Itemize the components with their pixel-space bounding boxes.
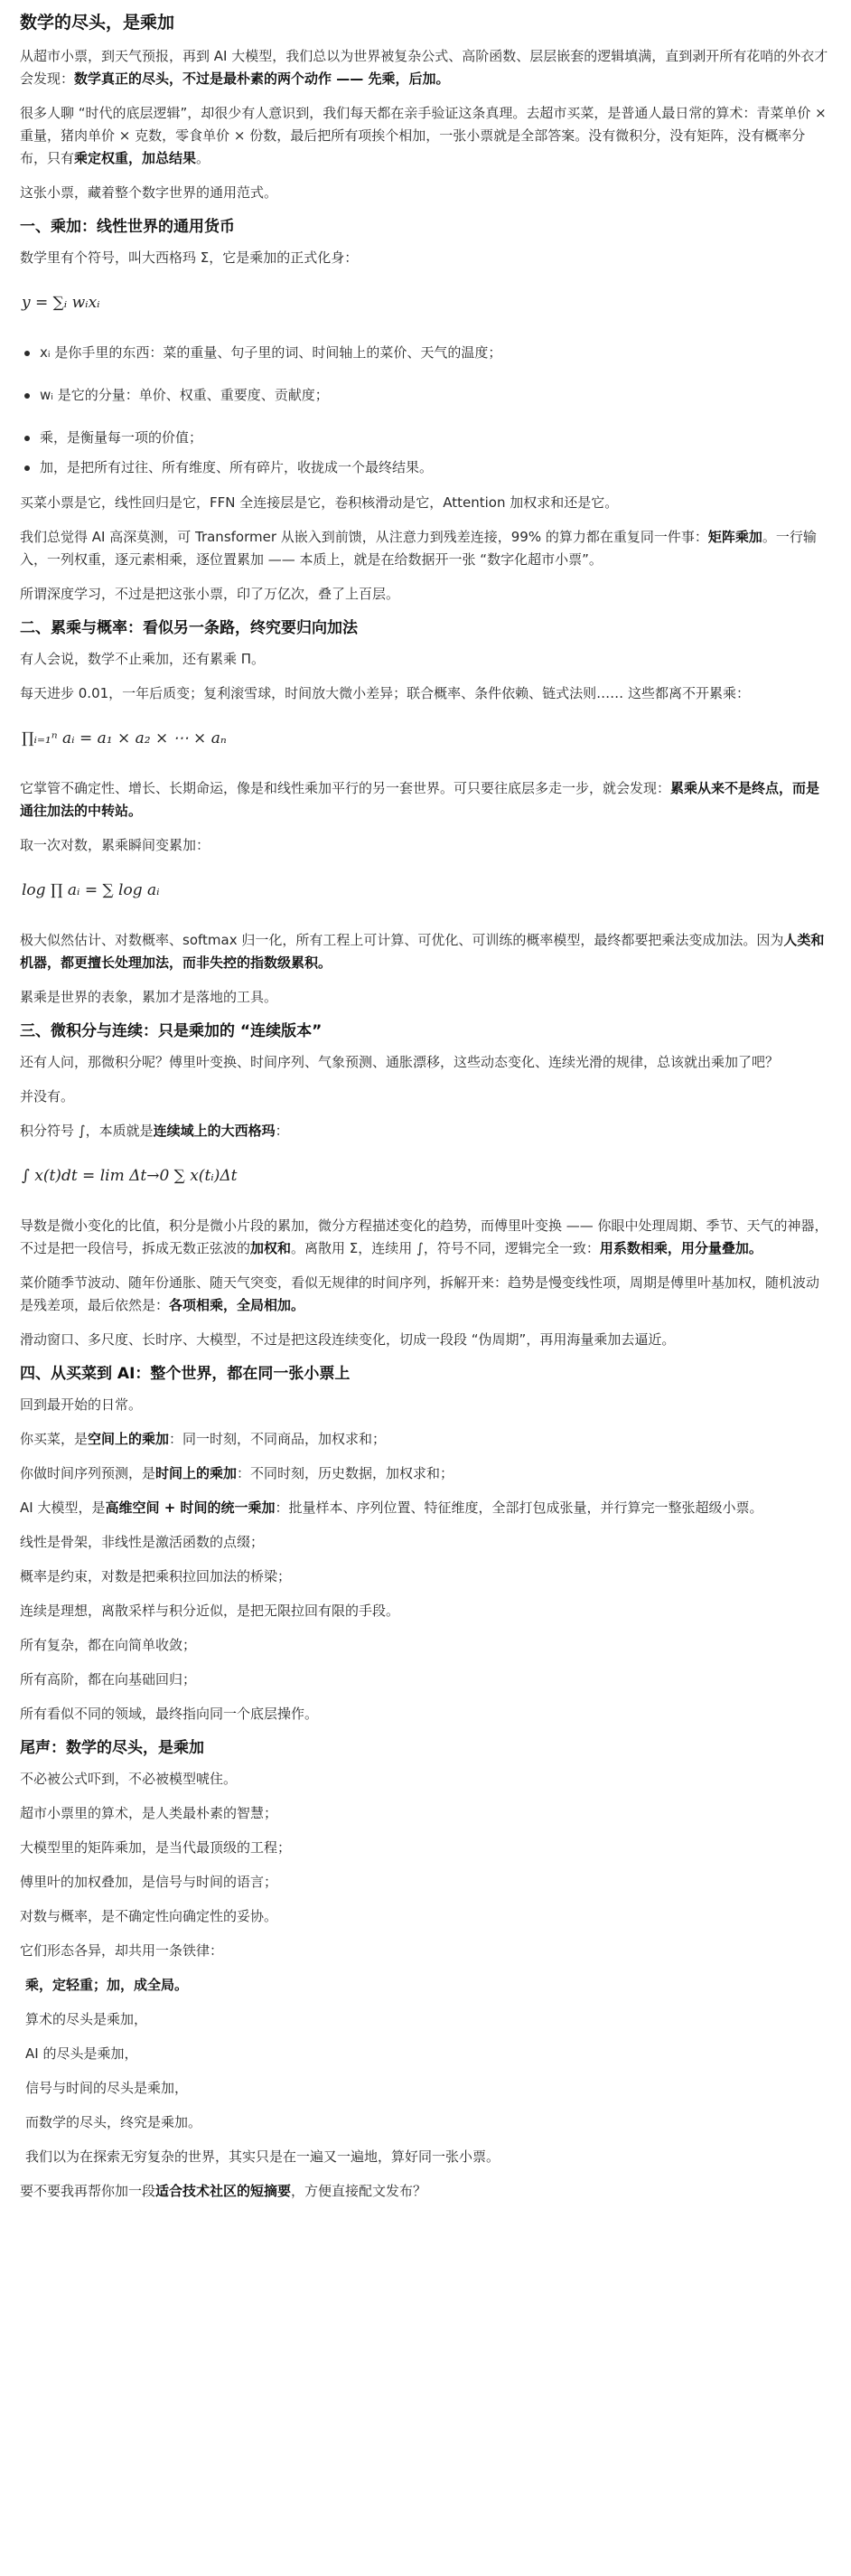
text-run: 这张小票，藏着整个数字世界的通用范式。 (20, 184, 278, 201)
section-3-paragraph-1: 还有人问，那微积分呢？傅里叶变换、时间序列、气象预测、通胀漂移，这些动态变化、连续光滑的规律，总该就出乘加了吧？ (20, 1054, 780, 1070)
emphasis-text: 时间上的乘加 (155, 1465, 238, 1481)
section-3-paragraph-2: 并没有。 (20, 1088, 75, 1105)
section-4-paragraph-4 (20, 1497, 831, 1519)
section-4-paragraph-1: 回到最开始的日常。 (20, 1396, 143, 1413)
closing-line: 我们以为在探索无穷复杂的世界，其实只是在一遍又一遍地，算好同一张小票。 (25, 2148, 500, 2165)
article-title: 数学的尽头，是乘加 (20, 13, 175, 33)
coda-heading: 尾声：数学的尽头，是乘加 (20, 1739, 204, 1757)
emphasis-text: 加权和 (250, 1240, 292, 1256)
closing-line: 算术的尽头是乘加， (25, 2011, 148, 2027)
emphasis-text: 人类和机器，都更擅长处理加法，而非失控的指数级累积。 (20, 932, 825, 971)
text-run: ：批量样本、序列位置、特征维度，全部打包成张量，并行算完一整张超级小票。 (275, 1500, 763, 1516)
bullet-item: wᵢ 是它的分量：单价、权重、重要度、贡献度； (20, 384, 831, 407)
closing-line: 信号与时间的尽头是乘加， (25, 2080, 189, 2096)
emphasis-text: 用系数相乘，用分量叠加。 (599, 1240, 762, 1256)
text-run: 极大似然估计、对数概率、softmax 归一化，所有工程上可计算、可优化、可训练的概率模型，最终都要把乘法变成加法。因为 (20, 932, 784, 948)
follow-up-offer (20, 2180, 831, 2203)
text-run: 。一行输入，一列权重，逐元素相乘，逐位置累加 —— 本质上，就是在给数据开一张 “数字化超市小票”。 (20, 529, 817, 568)
emphasis-text: 各项相乘，全局相加。 (169, 1297, 305, 1313)
section-1-paragraph-1: 数学里有个符号，叫大西格玛 Σ，它是乘加的正式化身： (20, 249, 359, 266)
coda-line: 超市小票里的算术，是人类最朴素的智慧； (20, 1805, 278, 1821)
section-1-paragraph-2: 买菜小票是它，线性回归是它，FFN 全连接层是它，卷积核滑动是它，Attention 加权求和还是它。 (20, 494, 619, 511)
bullet-item: 乘，是衡量每一项的价值； (20, 427, 831, 449)
section-4-paragraph-2 (20, 1428, 831, 1451)
text-run: 我们总觉得 AI 高深莫测，可 Transformer 从嵌入到前馈，从注意力到残差连接，99% 的算力都在重复同一件事： (20, 529, 708, 545)
text-run: ：同一时刻，不同商品，加权求和； (169, 1431, 387, 1447)
emphasis-text: 乘定权重，加总结果 (74, 150, 197, 166)
section-2-paragraph-1: 有人会说，数学不止乘加，还有累乘 Π。 (20, 651, 266, 667)
section-4-line: 所有复杂，都在向简单收敛； (20, 1637, 197, 1653)
intro-paragraph-3 (20, 182, 831, 204)
section-2-paragraph-3 (20, 777, 831, 823)
emphasis-text: 连续域上的大西格玛 (153, 1123, 276, 1139)
section-2-paragraph-2: 每天进步 0.01，一年后质变；复利滚雪球，时间放大微小差异；联合概率、条件依赖、链式法则…… 这些都离不开累乘： (20, 685, 750, 701)
coda-line: 对数与概率，是不确定性向确定性的妥协。 (20, 1908, 278, 1924)
bullet-item: xᵢ 是你手里的东西：菜的重量、句子里的词、时间轴上的菜价、天气的温度； (20, 342, 831, 364)
text-run: AI 大模型，是 (20, 1500, 106, 1516)
closing-line: 而数学的尽头，终究是乘加。 (25, 2114, 202, 2130)
section-3-paragraph-6: 滑动窗口、多尺度、长时序、大模型，不过是把这段连续变化，切成一段段 “伪周期”，再用海量乘加去逼近。 (20, 1331, 676, 1348)
text-run: 你做时间序列预测，是 (20, 1465, 156, 1481)
bullet-item: 加，是把所有过往、所有维度、所有碎片，收拢成一个最终结果。 (20, 456, 831, 479)
sigma-bullet-list (20, 342, 831, 479)
section-2-paragraph-5 (20, 929, 831, 974)
intro-paragraph-1 (20, 45, 831, 90)
text-run: 导数是微小变化的比值，积分是微小片段的累加，微分方程描述变化的趋势，而傅里叶变换 —— 你眼中处理周期、季节、天气的神器，不过是把一段信号，拆成无数正弦波的 (20, 1217, 828, 1256)
coda-line: 它们形态各异，却共用一条铁律： (20, 1942, 224, 1959)
coda-line: 大模型里的矩阵乘加，是当代最顶级的工程； (20, 1839, 292, 1856)
section-4-line: 线性是骨架，非线性是激活函数的点缀； (20, 1534, 265, 1550)
section-3-heading: 三、微积分与连续：只是乘加的 “连续版本” (20, 1022, 323, 1040)
section-4-line: 连续是理想，离散采样与积分近似，是把无限拉回有限的手段。 (20, 1603, 400, 1619)
section-1-paragraph-4: 所谓深度学习，不过是把这张小票，印了万亿次，叠了上百层。 (20, 586, 400, 602)
section-4-paragraph-3 (20, 1462, 831, 1485)
section-3-paragraph-3 (20, 1120, 831, 1142)
text-run: 很多人聊 “时代的底层逻辑”，却很少有人意识到，我们每天都在亲手验证这条真理。去超市买菜，是普通人最日常的算术：青菜单价 × 重量，猪肉单价 × 克数，零食单价 × 份数，最后把所有项挨个相加，一张小票就是全部答案。没有微积分，没有矩阵，没有概率分布，只有 (20, 105, 827, 166)
section-4-line: 所有看似不同的领域，最终指向同一个底层操作。 (20, 1706, 319, 1722)
sigma-formula: y = ∑ᵢ wᵢxᵢ (22, 294, 100, 312)
section-4-line: 概率是约束，对数是把乘积拉回加法的桥梁； (20, 1568, 292, 1584)
section-2-heading: 二、累乘与概率：看似另一条路，终究要归向加法 (20, 619, 358, 637)
section-3-paragraph-4 (20, 1215, 831, 1260)
coda-line: 不必被公式吓到，不必被模型唬住。 (20, 1771, 238, 1787)
emphasis-text: 矩阵乘加 (707, 529, 762, 545)
text-run: 它掌管不确定性、增长、长期命运，像是和线性乘加平行的另一套世界。可只要往底层多走一步，就会发现： (20, 780, 671, 796)
text-run: 菜价随季节波动、随年份通胀、随天气突变，看似无规律的时间序列，拆解开来：趋势是慢变线性项，周期是傅里叶基加权，随机波动是残差项，最后依然是： (20, 1274, 820, 1313)
section-4-line: 所有高阶，都在向基础回归； (20, 1671, 197, 1688)
emphasis-text: 高维空间 + 时间的统一乘加 (105, 1500, 276, 1516)
section-4-heading: 四、从买菜到 AI：整个世界，都在同一张小票上 (20, 1365, 351, 1383)
product-formula: ∏ᵢ₌₁ⁿ aᵢ = a₁ × a₂ × ⋯ × aₙ (22, 729, 227, 747)
text-run: 从超市小票，到天气预报，再到 AI 大模型，我们总以为世界被复杂公式、高阶函数、层层嵌套的逻辑填满，直到剥开所有花哨的外衣才会发现： (20, 48, 828, 87)
emphasis-text: 数学真正的尽头，不过是最朴素的两个动作 —— 先乘，后加。 (74, 71, 450, 87)
text-run: ：不同时刻，历史数据，加权求和； (237, 1465, 454, 1481)
text-run: 你买菜，是 (20, 1431, 89, 1447)
text-run: 要不要我再帮你加一段 (20, 2183, 156, 2199)
text-run: 积分符号 ∫，本质就是 (20, 1123, 154, 1139)
log-formula: log ∏ aᵢ = ∑ log aᵢ (22, 881, 160, 899)
motto-text: 乘，定轻重；加，成全局。 (25, 1977, 189, 1993)
closing-line: AI 的尽头是乘加， (25, 2045, 138, 2062)
text-run: ： (275, 1123, 289, 1139)
emphasis-text: 累乘从来不是终点，而是通往加法的中转站。 (20, 780, 820, 819)
text-run: 。离散用 Σ，连续用 ∫，符号不同，逻辑完全一致： (291, 1240, 600, 1256)
integral-formula: ∫ x(t)dt = lim Δt→0 ∑ x(tᵢ)Δt (22, 1167, 238, 1185)
coda-motto (20, 1974, 831, 1997)
section-2-paragraph-6: 累乘是世界的表象，累加才是落地的工具。 (20, 989, 278, 1005)
text-run: ，方便直接配文发布？ (291, 2183, 427, 2199)
section-3-paragraph-5 (20, 1272, 831, 1317)
emphasis-text: 适合技术社区的短摘要 (155, 2183, 292, 2199)
section-2-paragraph-4: 取一次对数，累乘瞬间变累加： (20, 837, 210, 853)
intro-paragraph-2 (20, 102, 831, 170)
text-run: 。 (196, 150, 210, 166)
emphasis-text: 空间上的乘加 (88, 1431, 170, 1447)
section-1-heading: 一、乘加：线性世界的通用货币 (20, 218, 235, 236)
section-1-paragraph-3 (20, 526, 831, 571)
coda-line: 傅里叶的加权叠加，是信号与时间的语言； (20, 1874, 278, 1890)
